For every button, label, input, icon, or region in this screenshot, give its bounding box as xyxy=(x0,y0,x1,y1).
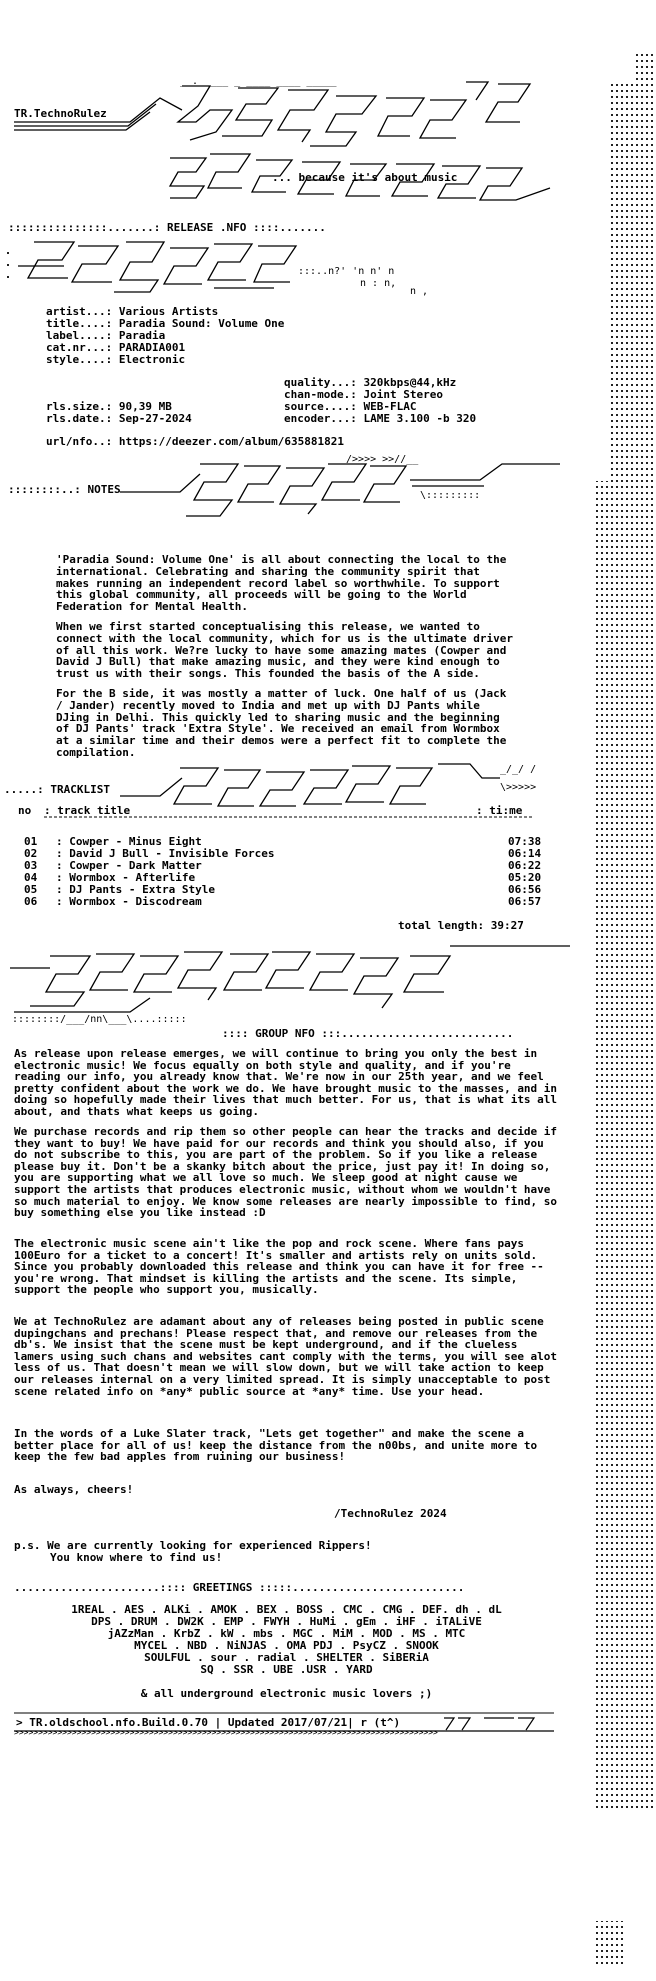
meta-key: source....: xyxy=(284,400,357,413)
field-key: title....: xyxy=(46,317,112,330)
track-time: 07:38 xyxy=(508,836,541,848)
track-time: 06:22 xyxy=(508,860,541,872)
tracklist-header-rule xyxy=(44,816,544,820)
field-value: PARADIA001 xyxy=(119,341,185,354)
meta-value: Joint Stereo xyxy=(363,388,442,401)
footer-art xyxy=(14,1716,574,1736)
right-dot-column xyxy=(570,0,656,1956)
field-style xyxy=(46,354,185,366)
field-key: cat.nr...: xyxy=(46,341,112,354)
meta-key: rls.date.: xyxy=(46,412,112,425)
left-dots xyxy=(6,250,12,290)
svg-text:\:::::::::: \::::::::: xyxy=(420,490,480,501)
track-time: 06:14 xyxy=(508,848,541,860)
tagline: ... because it's about music xyxy=(272,172,457,184)
track-title: : David J Bull - Invisible Forces xyxy=(56,848,275,860)
release-url xyxy=(46,436,344,448)
greetings-line-6: SQ . SSR . UBE .USR . YARD xyxy=(14,1664,559,1676)
svg-text:_/_/ /: _/_/ / xyxy=(500,764,536,775)
field-key: style....: xyxy=(46,353,112,366)
meta-key: quality...: xyxy=(284,376,357,389)
notes-logo-art xyxy=(120,452,570,532)
greetings-section-label: ......................:::: GREETINGS :::::.......................... xyxy=(14,1582,464,1594)
group-signature: /TechnoRulez 2024 xyxy=(334,1508,447,1520)
greetings-line-3: jAZzMan . KrbZ . kW . mbs . MGC . MiM . MOD . MS . MTC xyxy=(14,1628,559,1640)
svg-text:::::::::/___/nn\___\....:::::: ::::::::/___/nn\___\....::::: xyxy=(12,1014,187,1025)
notes-section-label: ::::::::..: NOTES xyxy=(8,484,121,496)
svg-text:n ,: n , xyxy=(410,286,428,297)
track-time: 05:20 xyxy=(508,872,541,884)
group-paragraph-3: The electronic music scene ain't like the pop and rock scene. Where fans pays 100Euro for a ticket to a concert! It's smaller and artists rely on units sold. Since you probably downloaded this release and think you can have it for free -- you're wrong. That mindset is killing the artists and the scene. Its simple, support the people who support you, musically. xyxy=(14,1238,559,1296)
track-time: 06:56 xyxy=(508,884,541,896)
svg-text::::..n?' 'n n' n: :::..n?' 'n n' n xyxy=(298,266,394,277)
release-section-label: :::::::::::::::.......: RELEASE .NFO ::::....... xyxy=(8,222,326,234)
tracklist-col-time: : ti:me xyxy=(476,805,522,817)
track-row xyxy=(24,896,552,908)
track-no: 04 xyxy=(24,872,37,884)
meta-encoder xyxy=(284,413,476,425)
url-link[interactable]: https://deezer.com/album/635881821 xyxy=(119,435,344,448)
notes-paragraph-1: 'Paradia Sound: Volume One' is all about connecting the local to the international. Celebrating and sharing the community spirit that makes running an independent record label so worthwhile. To support this global community, all proceeds will be going to the World Federation for Mental Health. xyxy=(56,554,516,613)
greetings-line-5: SOULFUL . sour . radial . SHELTER . SiBERiA xyxy=(14,1652,559,1664)
release-logo-art xyxy=(14,232,574,302)
track-title: : Wormbox - Afterlife xyxy=(56,872,195,884)
group-paragraph-1: As release upon release emerges, we will continue to bring you only the best in electronic music! We focus equally on both style and quality, and if you're reading our info, you already know that. We're now in our 25th year, and we feel pretty confident about the work we do. We have brought music to the masses, and in doing so hopefully made their lives that much better. For us, that is what its all about, and thats what keeps us going. xyxy=(14,1048,559,1118)
header-logo-art xyxy=(10,70,570,210)
field-value: Paradia xyxy=(119,329,165,342)
svg-text:\>>>>>: \>>>>> xyxy=(500,782,536,793)
group-paragraph-5: In the words of a Luke Slater track, "Lets get together" and make the scene a better place for all of us! keep the distance from the n00bs, and unite more to keep the few bad apples from ruining our business! xyxy=(14,1428,559,1463)
tracklist-section-label: .....: TRACKLIST xyxy=(4,784,110,796)
meta-key: chan-mode.: xyxy=(284,388,357,401)
track-title: : Wormbox - Discodream xyxy=(56,896,202,908)
track-title: : Cowper - Dark Matter xyxy=(56,860,202,872)
track-no: 05 xyxy=(24,884,37,896)
notes-paragraph-3: For the B side, it was mostly a matter of luck. One half of us (Jack / Jander) recently moved to India and met up with DJ Pants while DJing in Delhi. This quickly led to sharing music and the beginning of DJ Pants' track 'Extra Style'. We received an email from Wormbox at a similar time and their demos were a perfect fit to complete the compilation. xyxy=(56,688,516,759)
track-title: : DJ Pants - Extra Style xyxy=(56,884,215,896)
group-ps-line-1: p.s. We are currently looking for experienced Rippers! xyxy=(14,1540,372,1552)
meta-value: 90,39 MB xyxy=(119,400,172,413)
track-no: 01 xyxy=(24,836,37,848)
track-no: 06 xyxy=(24,896,37,908)
meta-value: WEB-FLAC xyxy=(363,400,416,413)
url-key: url/nfo..: xyxy=(46,435,112,448)
svg-text:_ . ____ _ ____ ____ _____: _ . ____ _ ____ ____ _____ xyxy=(180,76,338,87)
group-paragraph-4: We at TechnoRulez are adamant about any of releases being posted in public scene dupingchans and prechans! Please respect that, and remove our releases from the db's. We insist that the scene must be kept underground, and if the clueless lamers using such chans and websites cant comply with the terms, you will see alot less of us. That doesn't mean we will slow down, but we will take action to keep our releases internal on a very limited spread. It is simply unacceptable to post scene related info on *any* public source at *any* time. Use your head. xyxy=(14,1316,559,1397)
greetings-line-2: DPS . DRUM . DW2K . EMP . FWYH . HuMi . gEm . iHF . iTALiVE xyxy=(14,1616,559,1628)
track-no: 02 xyxy=(24,848,37,860)
tracklist-col-no: no xyxy=(18,805,31,817)
group-ps-line-2: You know where to find us! xyxy=(50,1552,222,1564)
meta-key: rls.size.: xyxy=(46,400,112,413)
meta-rls-date xyxy=(46,413,192,425)
track-title: : Cowper - Minus Eight xyxy=(56,836,202,848)
meta-key: encoder...: xyxy=(284,412,357,425)
track-time: 06:57 xyxy=(508,896,541,908)
footer-build-info: > TR.oldschool.nfo.Build.0.70 | Updated 2017/07/21| r (t^) xyxy=(16,1717,400,1729)
meta-value: 320kbps@44,kHz xyxy=(363,376,456,389)
svg-text:>>>>>>>>>>>>>>>>>>>>>>>>>>>>>>: >>>>>>>>>>>>>>>>>>>>>>>>>>>>>>>>>>>>>>>>>>>>>>>>>>>>>>>>>>>>>>>>>>>>>>>>>>>>>>>>>>>>>>>> xyxy=(14,1728,438,1736)
meta-value: Sep-27-2024 xyxy=(119,412,192,425)
dot-column-pattern xyxy=(595,11,656,1967)
field-value: Various Artists xyxy=(119,305,218,318)
greetings-closing: & all underground electronic music lovers ;) xyxy=(14,1688,559,1700)
field-value: Electronic xyxy=(119,353,185,366)
tracklist-total-length: total length: 39:27 xyxy=(398,920,524,932)
group-section-label: :::: GROUP NFO :::.......................... xyxy=(222,1028,513,1040)
group-logo-art xyxy=(10,938,570,1028)
group-paragraph-6: As always, cheers! xyxy=(14,1484,559,1496)
tracklist-col-title: : track title xyxy=(44,805,130,817)
greetings-line-1: 1REAL . AES . ALKi . AMOK . BEX . BOSS . CMC . CMG . DEF. dh . dL xyxy=(14,1604,559,1616)
field-key: artist...: xyxy=(46,305,112,318)
notes-paragraph-2: When we first started conceptualising this release, we wanted to connect with the local community, which for us is the ultimate driver of all this work. We?re lucky to have some amazing mates (Cowper and David J Bull) that make amazing music, and they were kind enough to trust us with their songs. This founded the basis of the A side. xyxy=(56,621,516,680)
meta-value: LAME 3.100 -b 320 xyxy=(363,412,476,425)
field-key: label....: xyxy=(46,329,112,342)
greetings-line-4: MYCEL . NBD . NiNJAS . OMA PDJ . PsyCZ . SNOOK xyxy=(14,1640,559,1652)
svg-text:_/>>>> >>//__: _/>>>> >>//__ xyxy=(340,454,419,465)
track-no: 03 xyxy=(24,860,37,872)
brand-name: TR.TechnoRulez xyxy=(14,108,107,120)
group-paragraph-2: We purchase records and rip them so other people can hear the tracks and decide if they want to buy! We have paid for our records and think you should also, if you do not subscribe to this, you are part of the problem. So if you like a release please buy it. Don't be a skanky bitch about the price, just pay it! In doing so, you are supporting what we all love so much. We sleep good at night cause we support the artists that produces electronic music, without whom we wouldn't have so much material to enjoy. We know some releases are nearly impossible to find, so buy something else you like instead :D xyxy=(14,1126,559,1219)
field-value: Paradia Sound: Volume One xyxy=(119,317,285,330)
svg-text:n : n,: n : n, xyxy=(360,278,396,289)
